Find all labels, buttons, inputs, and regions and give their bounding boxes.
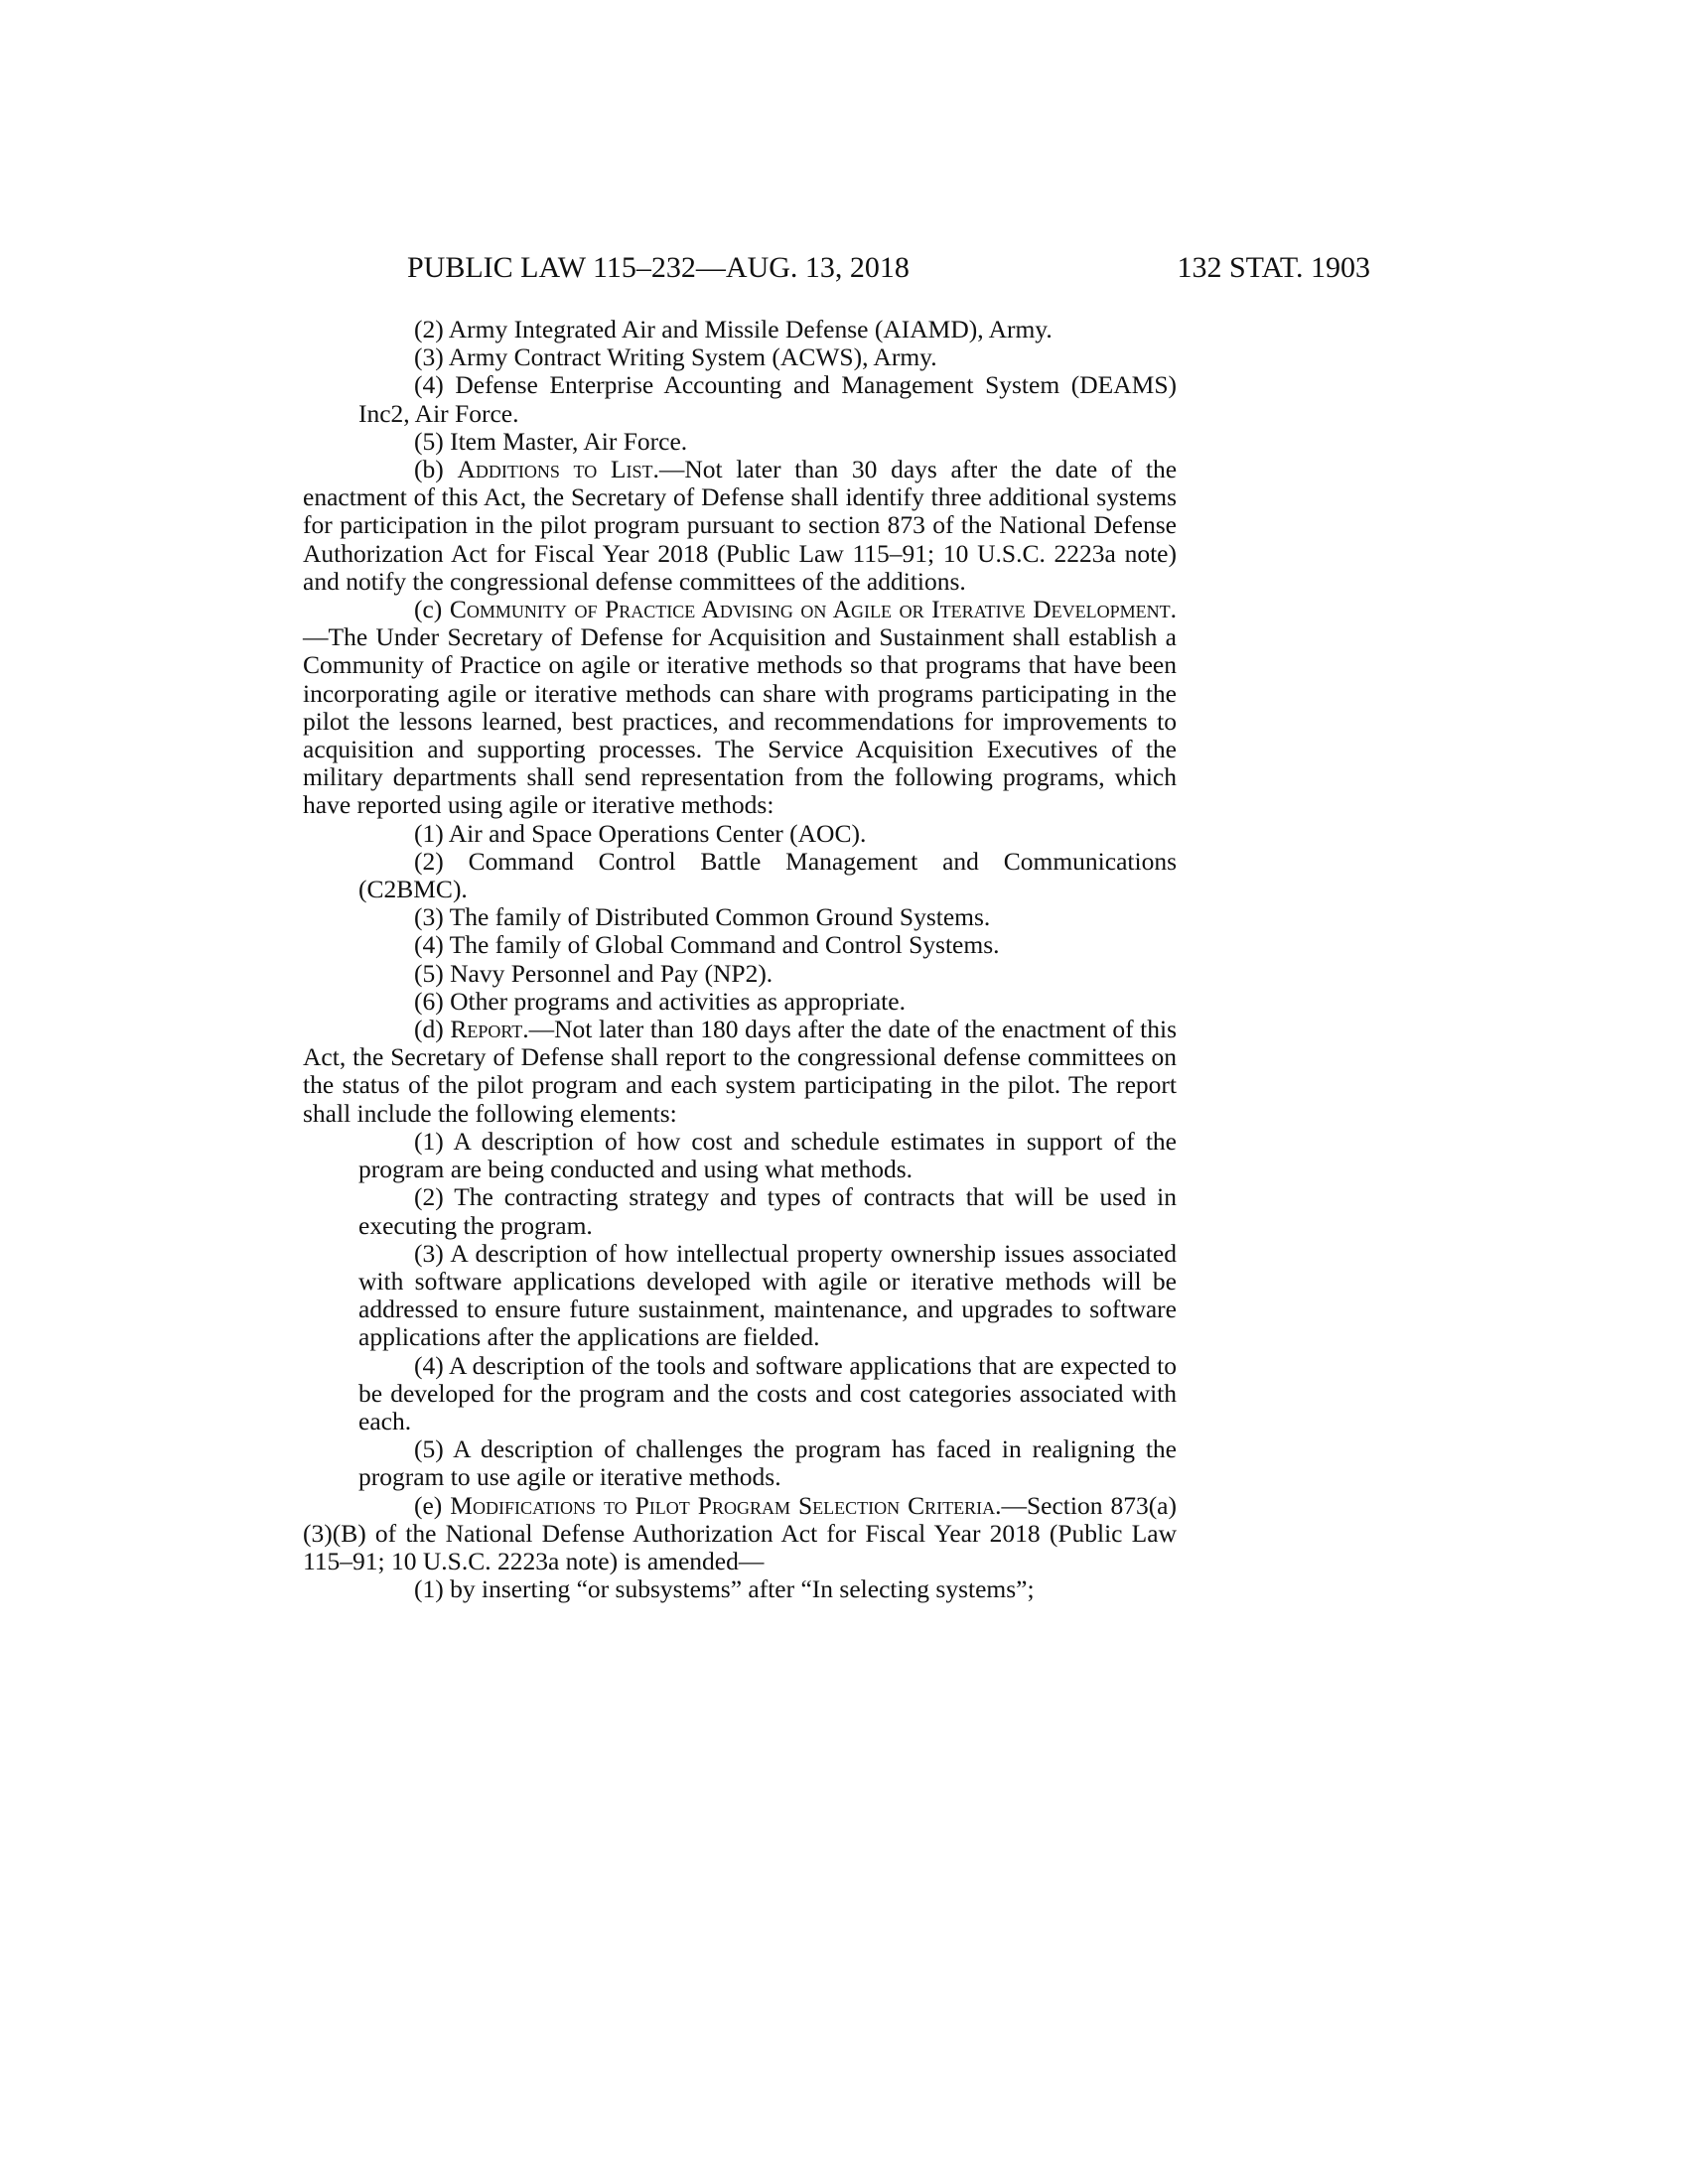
list-item: (5) Navy Personnel and Pay (NP2). <box>414 958 774 988</box>
list-item: (1) Air and Space Operations Center (AOC). <box>414 818 867 848</box>
list-item: (5) Item Master, Air Force. <box>414 426 688 456</box>
list-item: (4) The family of Global Command and Control Systems. <box>414 930 1000 960</box>
document-body <box>303 316 1177 1603</box>
list-item: (3) Army Contract Writing System (ACWS), Army. <box>414 342 937 372</box>
list-item: (2) The contracting strategy and types of contracts that will be used in executing the program. <box>358 1182 1177 1240</box>
list-item: (3) The family of Distributed Common Ground Systems. <box>414 902 991 932</box>
subsection-heading: Modifications to Pilot Program Selection Criteria. <box>450 1490 1002 1520</box>
subsection-label: (b) <box>414 455 458 484</box>
list-item: (4) A description of the tools and software applications that are expected to be developed for the program and the costs and cost categories associated with each. <box>358 1350 1177 1435</box>
subsection-c <box>303 596 1177 820</box>
list-item: (1) A description of how cost and schedule estimates in support of the program are being conducted and using what methods. <box>358 1126 1177 1184</box>
list-item: (2) Army Integrated Air and Missile Defense (AIAMD), Army. <box>414 315 1053 343</box>
list-item: (2) Command Control Battle Management and Communications (C2BMC). <box>358 846 1177 904</box>
subsection-label: (d) <box>414 1015 451 1044</box>
subsection-heading: Community of Practice Advising on Agile or Iterative Development. <box>449 595 1177 624</box>
page-header <box>407 248 1370 288</box>
subsection-text: —Section 873(a)(3)(B) of the National Defense Authorization Act for Fiscal Year 2018 (Public Law 115–91; 10 U.S.C. 2223a note) is amended— <box>303 1490 1177 1575</box>
subsection-label: (c) <box>414 595 450 624</box>
list-item: (5) A description of challenges the program has faced in realigning the program to use agile or iterative methods. <box>358 1434 1177 1492</box>
subsection-heading: Additions to List. <box>457 455 659 484</box>
subsection-label: (e) <box>414 1490 451 1520</box>
list-item: (1) by inserting “or subsystems” after “In selecting systems”; <box>414 1574 1035 1604</box>
page-number: 132 STAT. 1903 <box>1177 251 1370 284</box>
list-item: (4) Defense Enterprise Accounting and Management System (DEAMS) Inc2, Air Force. <box>358 370 1177 428</box>
subsection-text: —Not later than 30 days after the date of the enactment of this Act, the Secretary of Defense shall identify three additional systems for participation in the pilot program pursuant to section 873 of the National Defense Authorization Act for Fiscal Year 2018 (Public Law 115–91; 10 U.S.C. 2223a note) and notify the congressional defense committees of the additions. <box>303 455 1178 596</box>
list-item: (3) A description of how intellectual property ownership issues associated with software applications developed with agile or iterative methods will be addressed to ensure future sustainment, maintenance, and upgrades to software applications after the applications are fielded. <box>358 1238 1177 1352</box>
running-head: PUBLIC LAW 115–232—AUG. 13, 2018 <box>407 251 910 284</box>
subsection-text: —Not later than 180 days after the date of the enactment of this Act, the Secretary of Defense shall report to the congressional defense committees on the status of the pilot program and each system participating in the pilot. The report shall include the following elements: <box>303 1015 1178 1128</box>
subsection-text: —The Under Secretary of Defense for Acquisition and Sustainment shall establish a Community of Practice on agile or iterative methods so that programs that have been incorporating agile or iterative methods can share with programs participating in the pilot the lessons learned, best practices, and recommendations for improvements to acquisition and supporting processes. The Service Acquisition Executives of the military departments shall send representation from the following programs, which have reported using agile or iterative methods: <box>303 622 1177 820</box>
list-item: (6) Other programs and activities as appropriate. <box>414 986 906 1016</box>
subsection-b <box>303 456 1177 596</box>
subsection-d <box>303 1016 1177 1128</box>
subsection-heading: Report. <box>450 1015 529 1044</box>
subsection-e <box>303 1492 1177 1576</box>
